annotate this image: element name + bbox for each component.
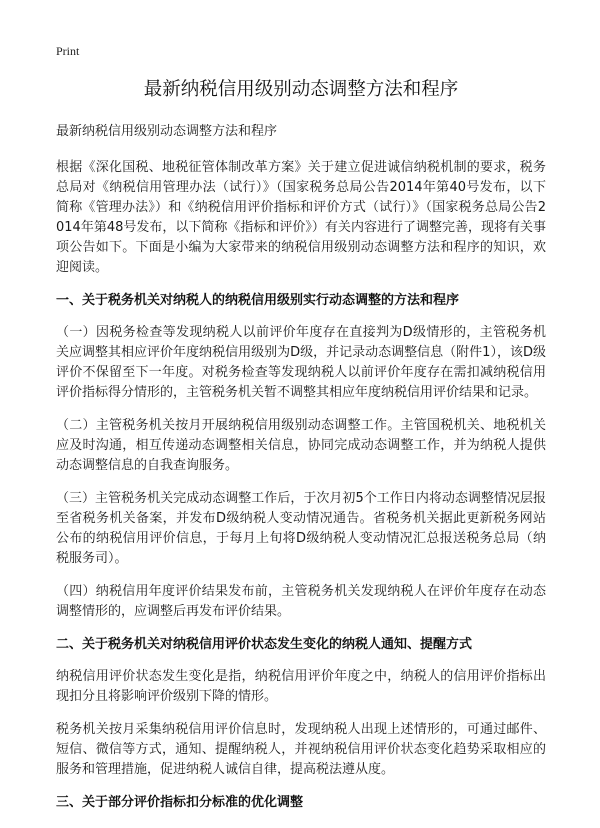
section-1-paragraph-1: （一）因税务检查等发现纳税人以前评价年度存在直接判为D级情形的，主管税务机关应调整其相应评价年度纳税信用级别为D级，并记录动态调整信息（附件1），该D级评价不保留至下一年度。对税务检查等发现纳税人以前评价年度存在需扣减纳税信用评价指标得分情形的，主管税务机关暂不调整其相应年度纳税信用评价结果和记录。 [56,325,546,400]
section-2-paragraph-2: 税务机关按月采集纳税信用评价信息时，发现纳税人出现上述情形的，可通过邮件、短信、微信等方式，通知、提醒纳税人，并视纳税信用评价状态变化趋势采取相应的服务和管理措施，促进纳税人诚信自律，提高税法遵从度。 [56,722,546,777]
section-1-paragraph-3: （三）主管税务机关完成动态调整工作后，于次月初5个工作日内将动态调整情况层报至省税务机关备案，并发布D级纳税人变动情况通告。省税务机关据此更新税务网站公布的纳税信用评价信息，于每月上旬将D级纳税人变动情况汇总报送税务总局（纳税服务司）。 [56,491,546,566]
section-2-heading: 二、关于税务机关对纳税信用评价状态发生变化的纳税人通知、提醒方式 [56,637,473,652]
section-2-paragraph-1: 纳税信用评价状态发生变化是指，纳税信用评价年度之中，纳税人的信用评价指标出现扣分且将影响评价级别下降的情形。 [56,669,546,704]
intro-paragraph: 根据《深化国税、地税征管体制改革方案》关于建立促进诚信纳税机制的要求，税务总局对《纳税信用管理办法（试行）》（国家税务总局公告2014年第40号发布，以下简称《管理办法》）和《纳税信用评价指标和评价方式（试行）》（国家税务总局公告2014年第48号发布，以下简称《指标和评价》）有关内容进行了调整完善，现将有关事项公告如下。下面是小编为大家带来的纳税信用级别动态调整方法和程序的知识，欢迎阅读。 [56,160,546,275]
document-title: 最新纳税信用级别动态调整方法和程序 [143,79,459,100]
section-1-paragraph-4: （四）纳税信用年度评价结果发布前，主管税务机关发现纳税人在评价年度存在动态调整情形的，应调整后再发布评价结果。 [56,584,546,619]
print-label: Print [56,44,80,58]
section-3-heading: 三、关于部分评价指标扣分标准的优化调整 [56,795,304,810]
section-1-heading: 一、关于税务机关对纳税人的纳税信用级别实行动态调整的方法和程序 [56,293,460,308]
document-subtitle: 最新纳税信用级别动态调整方法和程序 [56,124,278,139]
section-1-paragraph-2: （二）主管税务机关按月开展纳税信用级别动态调整工作。主管国税机关、地税机关应及时沟通，相互传递动态调整相关信息，协同完成动态调整工作，并为纳税人提供动态调整信息的自我查询服务。 [56,418,546,473]
